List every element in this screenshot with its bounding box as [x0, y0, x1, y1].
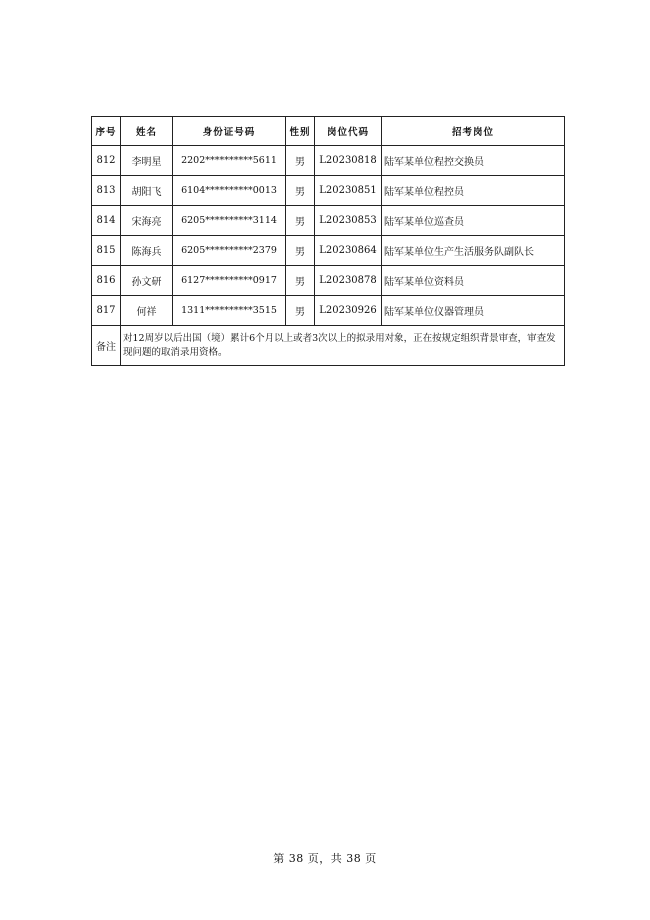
- cell-seq: 817: [92, 296, 121, 326]
- header-gender: 性别: [286, 117, 315, 146]
- cell-post-code: L20230878: [315, 266, 382, 296]
- cell-name: 李明星: [121, 146, 173, 176]
- cell-id-number: 1311**********3515: [173, 296, 286, 326]
- header-name: 姓名: [121, 117, 173, 146]
- cell-gender: 男: [286, 146, 315, 176]
- cell-name: 胡阳飞: [121, 176, 173, 206]
- header-post-code: 岗位代码: [315, 117, 382, 146]
- cell-gender: 男: [286, 296, 315, 326]
- cell-post: 陆军某单位巡查员: [382, 206, 565, 236]
- note-row: [92, 326, 565, 366]
- cell-id-number: 6205**********2379: [173, 236, 286, 266]
- cell-id-number: 6205**********3114: [173, 206, 286, 236]
- cell-gender: 男: [286, 176, 315, 206]
- recruit-table: [91, 116, 565, 366]
- table-row: [92, 296, 565, 326]
- cell-name: 孙文研: [121, 266, 173, 296]
- cell-name: 陈海兵: [121, 236, 173, 266]
- header-seq: 序号: [92, 117, 121, 146]
- cell-seq: 816: [92, 266, 121, 296]
- cell-id-number: 6127**********0917: [173, 266, 286, 296]
- cell-post: 陆军某单位仪器管理员: [382, 296, 565, 326]
- cell-post: 陆军某单位资料员: [382, 266, 565, 296]
- table-row: [92, 176, 565, 206]
- cell-gender: 男: [286, 206, 315, 236]
- cell-post-code: L20230818: [315, 146, 382, 176]
- header-post: 招考岗位: [382, 117, 565, 146]
- cell-post-code: L20230864: [315, 236, 382, 266]
- cell-post-code: L20230851: [315, 176, 382, 206]
- cell-seq: 815: [92, 236, 121, 266]
- cell-name: 何祥: [121, 296, 173, 326]
- table-header-row: [92, 117, 565, 146]
- cell-post-code: L20230926: [315, 296, 382, 326]
- table-row: [92, 236, 565, 266]
- cell-id-number: 6104**********0013: [173, 176, 286, 206]
- page-number: 第 38 页，共 38 页: [273, 852, 377, 865]
- cell-post: 陆军某单位程控交换员: [382, 146, 565, 176]
- cell-post: 陆军某单位生产生活服务队副队长: [382, 236, 565, 266]
- cell-seq: 814: [92, 206, 121, 236]
- cell-gender: 男: [286, 236, 315, 266]
- note-text: 对12周岁以后出国（境）累计6个月以上或者3次以上的拟录用对象，正在按规定组织背景审查，审查发现问题的取消录用资格。: [121, 326, 565, 366]
- header-id-number: 身份证号码: [173, 117, 286, 146]
- cell-name: 宋海亮: [121, 206, 173, 236]
- cell-seq: 813: [92, 176, 121, 206]
- table-row: [92, 206, 565, 236]
- cell-post: 陆军某单位程控员: [382, 176, 565, 206]
- cell-gender: 男: [286, 266, 315, 296]
- cell-post-code: L20230853: [315, 206, 382, 236]
- cell-seq: 812: [92, 146, 121, 176]
- table-row: [92, 266, 565, 296]
- cell-id-number: 2202**********5611: [173, 146, 286, 176]
- table-row: [92, 146, 565, 176]
- note-label: 备注: [92, 326, 121, 366]
